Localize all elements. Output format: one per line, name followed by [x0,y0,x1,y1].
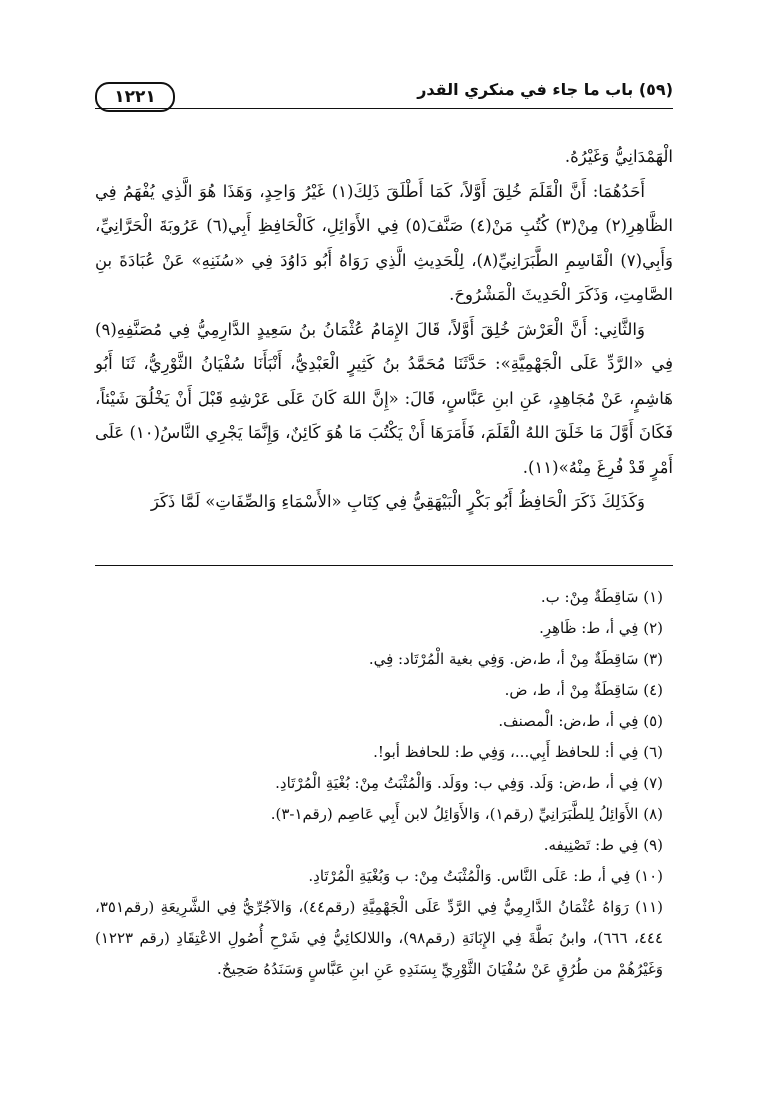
footnote-5: (٥) فِي أ، ط،ض: الْمصنف. [498,712,663,730]
footnote-11: (١١) رَوَاهُ عُثْمَانُ الدَّارِمِيُّ فِي الرَّدِّ عَلَى الْجَهْمِيَّةِ (رقم٤٤)، وَالآجُرِّيُّ فِي الشَّرِيعَةِ (رقم٣٥١، ٤٤٤، ٦٦٦)، وابنُ بَطَّةَ فِي الإِبَانَةِ (رقم٩٨)، واللالكائِيُّ فِي شَرْحِ أُصُولِ الاعْتِقَادِ (رقم ١٢٢٣) وَغَيْرُهُمْ من طُرُقٍ عَنْ سُفْيَانَ الثَّوْرِيِّ بِسَنَدِهِ عَنِ ابنِ عَبَّاسٍ وَسَنَدُهُ صَحِيحٌ. [95,898,664,978]
footnote-divider [95,565,673,566]
paragraph-bayhaqi: وَكَذَلِكَ ذَكَرَ الْحَافِظُ أَبُو بَكْرٍ الْبَيْهَقِيُّ فِي كِتَابِ «الأَسْمَاءِ وَالصِّفَاتِ» لَمَّا ذَكَرَ [150,492,645,511]
footnote-4: (٤) سَاقِطَةٌ مِنْ أ، ط، ض. [504,681,663,699]
main-text [95,140,673,520]
paragraph-first-opinion: أَحَدُهُمَا: أَنَّ الْقَلَمَ خُلِقَ أَوَّلاً، كَمَا أَطْلَقَ ذَلِكَ(١) غَيْرُ وَاحِدٍ، وَهَذَا هُوَ الَّذِي يُفْهَمُ فِي الظَّاهِرِ(٢) مِنْ(٣) كُتُبِ مَنْ(٤) صَنَّفَ(٥) فِي الأَوَائِلِ، كَالْحَافِظِ أَبِي(٦) عَرُوبَةَ الْحَرَّانِيِّ، وَأَبِي(٧) الْقَاسِمِ الطَّبَرَانِيِّ(٨)، لِلْحَدِيثِ الَّذِي رَوَاهُ أَبُو دَاوُدَ فِي «سُنَنِهِ» عَنْ عُبَادَةَ بنِ الصَّامِتِ، وَذَكَرَ الْحَدِيثَ الْمَشْرُوحَ. [95,181,673,304]
footnotes [95,582,673,985]
running-title: (٥٩) باب ما جاء في منكري القدر [417,80,673,99]
page-number: ١٢٢١ [95,82,175,112]
header-divider [95,108,673,109]
footnote-9: (٩) فِي ط: تَصْنِيفه. [543,836,663,854]
footnote-7: (٧) فِي أ، ط،ض: وَلَد. وَفِي ب: ووَلَد. وَالْمُثْبَتُ مِنْ: بُغْيَةِ الْمُرْتَادِ. [275,774,663,792]
footnote-8: (٨) الأَوَائِلُ لِلطَّبَرَانِيِّ (رقم١)، وَالأَوَائِلُ لابن أَبِي عَاصِم (رقم١-٣). [270,805,663,823]
footnote-3: (٣) سَاقِطَةٌ مِنْ أ، ط،ض. وَفِي بغية الْمُرْتَاد: فِي. [368,650,663,668]
footnote-10: (١٠) فِي أ، ط: عَلَى النَّاس. وَالْمُثْبَتُ مِنْ: ب وَبُغْيَةِ الْمُرْتَادِ. [308,867,663,885]
footnote-1: (١) سَاقِطَةٌ مِنْ: ب. [540,588,663,606]
footnote-6: (٦) فِي أ: للحافظ أَبِي...، وَفِي ط: للحافظ أبو!. [373,743,663,761]
paragraph-continuation: الْهَمْدَانِيُّ وَغَيْرُهُ. [564,147,673,166]
footnote-2: (٢) فِي أ، ط: ظَاهِرِ. [539,619,663,637]
paragraph-second-opinion: وَالثَّانِي: أَنَّ الْعَرْشَ خُلِقَ أَوَّلاً، قَالَ الإِمَامُ عُثْمَانُ بنُ سَعِيدٍ الدَّارِمِيُّ فِي مُصَنَّفِهِ(٩) فِي «الرَّدِّ عَلَى الْجَهْمِيَّةِ»: حَدَّثَنَا مُحَمَّدُ بنُ كَثِيرٍ الْعَبْدِيُّ، أَنْبَأَنَا سُفْيَانُ الثَّوْرِيُّ، ثَنَا أَبُو هَاشِمٍ، عَنْ مُجَاهِدٍ، عَنِ ابنِ عَبَّاسٍ، قَالَ: «إِنَّ اللهَ كَانَ عَلَى عَرْشِهِ قَبْلَ أَنْ يَخْلُقَ شَيْئاً، فَكَانَ أَوَّلَ مَا خَلَقَ اللهُ الْقَلَمَ، فَأَمَرَهَا أَنْ يَكْتُبَ مَا هُوَ كَائِنٌ، وَإِنَّمَا يَجْرِي النَّاسُ(١٠) عَلَى أَمْرٍ قَدْ فُرِغَ مِنْهُ»(١١). [95,319,673,477]
page-header [95,78,673,108]
